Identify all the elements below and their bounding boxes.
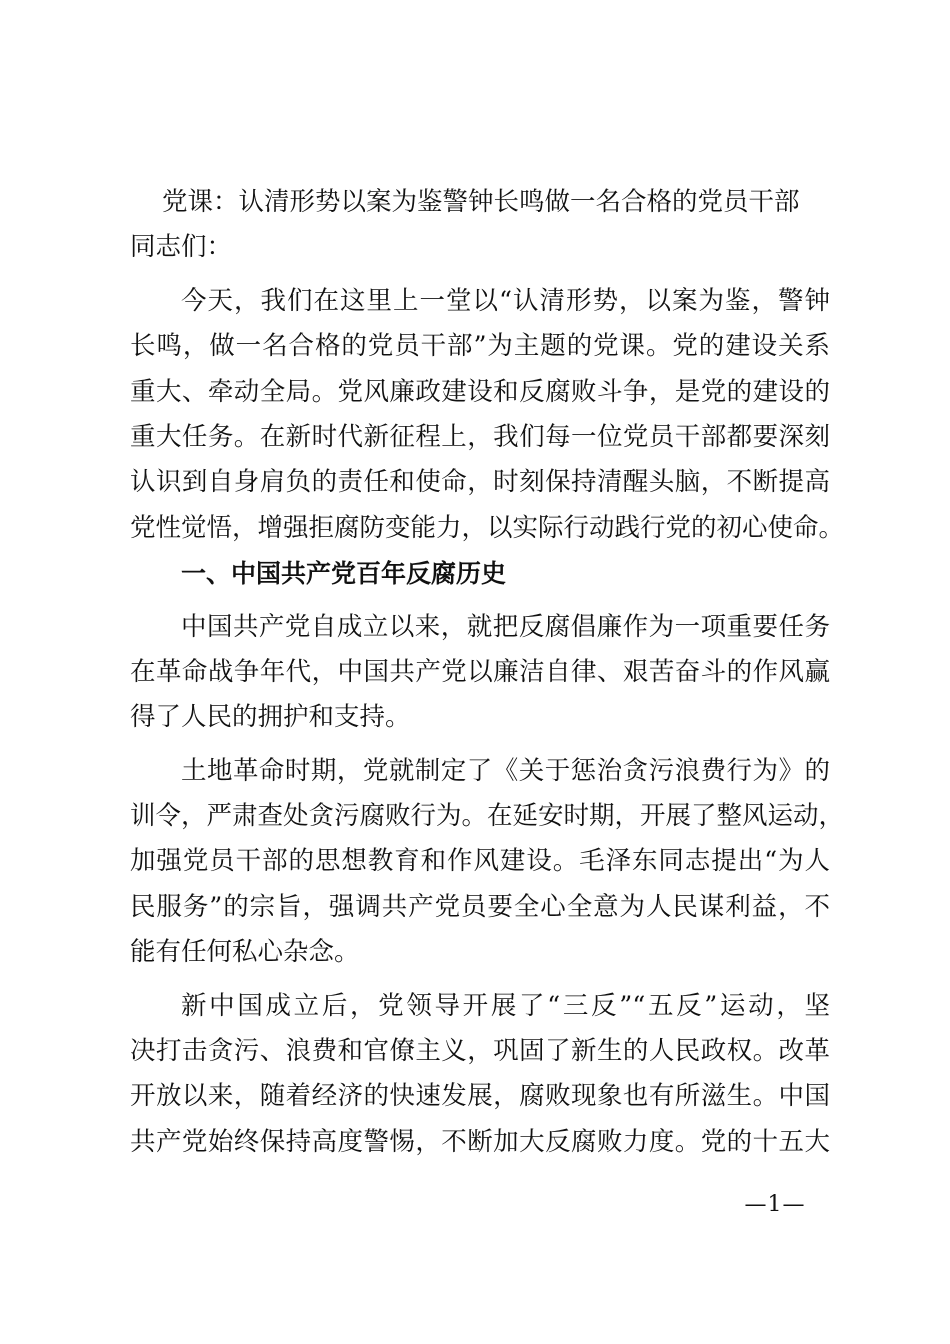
paragraph-line: 长鸣，做一名合格的党员干部”为主题的党课。党的建设关系 — [130, 331, 830, 362]
paragraph-gap — [130, 741, 830, 749]
paragraph-line: 加强党员干部的思想教育和作风建设。毛泽东同志提出“为人 — [130, 846, 830, 877]
paragraph-line: 今天，我们在这里上一堂以“认清形势，以案为鉴，警钟 — [181, 285, 830, 316]
paragraph-3 — [130, 984, 830, 1166]
paragraph-line: 决打击贪污、浪费和官僚主义，巩固了新生的人民政权。改革 — [130, 1036, 830, 1067]
paragraph-line: 重大任务。在新时代新征程上，我们每一位党员干部都要深刻 — [130, 421, 830, 452]
paragraph-line: 民服务”的宗旨，强调共产党员要全心全意为人民谋利益，不 — [130, 891, 830, 922]
paragraph-gap — [130, 976, 830, 984]
paragraph-line: 中国共产党自成立以来，就把反腐倡廉作为一项重要任务 — [181, 611, 830, 642]
document-title: 党课：认清形势以案为鉴警钟长鸣做一名合格的党员干部 — [162, 187, 800, 217]
paragraph-line: 共产党始终保持高度警惕，不断加大反腐败力度。党的十五大 — [130, 1126, 830, 1157]
page-number: —1— — [744, 1192, 806, 1217]
paragraph-gap — [130, 271, 830, 279]
paragraph-line: 开放以来，随着经济的快速发展，腐败现象也有所滋生。中国 — [130, 1081, 830, 1112]
document-body — [130, 180, 845, 1165]
paragraph-line: 得了人民的拥护和支持。 — [130, 702, 411, 733]
paragraph-line: 认识到自身肩负的责任和使命，时刻保持清醒头脑，不断提高 — [130, 467, 830, 498]
paragraph-line: 在革命战争年代，中国共产党以廉洁自律、艰苦奋斗的作风赢 — [130, 656, 830, 687]
paragraph-2 — [130, 749, 845, 976]
section-heading: 一、中国共产党百年反腐历史 — [181, 559, 507, 589]
paragraph-line: 重大、牵动全局。党风廉政建设和反腐败斗争，是党的建设的 — [130, 376, 830, 407]
paragraph-line: 党性觉悟，增强拒腐防变能力，以实际行动践行党的初心使命。 — [130, 512, 845, 543]
paragraph-1 — [130, 605, 830, 741]
salutation: 同志们： — [130, 232, 233, 263]
paragraph-line: 训令，严肃查处贪污腐败行为。在延安时期，开展了整风运动， — [130, 801, 845, 832]
paragraph-line: 土地革命时期，党就制定了《关于惩治贪污浪费行为》的 — [181, 755, 830, 786]
paragraph-line: 能有任何私心杂念。 — [130, 937, 360, 968]
intro-paragraph — [130, 279, 845, 551]
paragraph-gap — [130, 597, 830, 605]
paragraph-line: 新中国成立后，党领导开展了“三反”“五反”运动，坚 — [181, 990, 830, 1021]
